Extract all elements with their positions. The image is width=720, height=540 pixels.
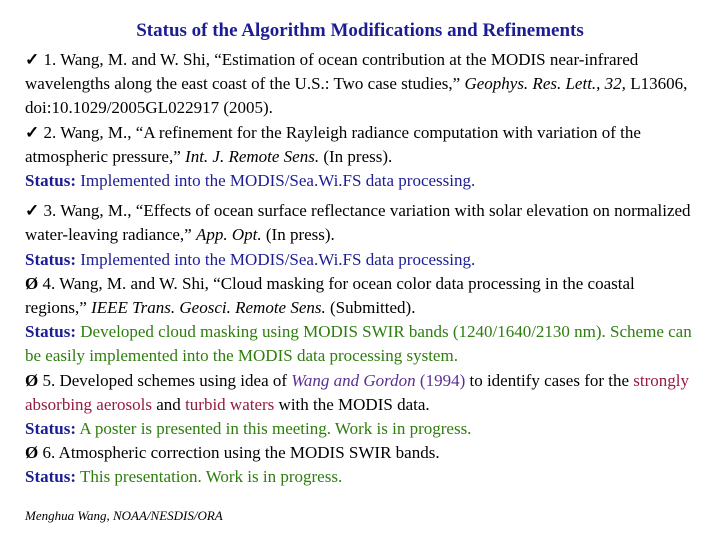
item-2-journal: Int. J. Remote Sens. bbox=[185, 146, 320, 166]
item-5 bbox=[25, 369, 700, 417]
item-4-text: 4. Wang, M. and W. Shi, “Cloud masking for ocean color data processing in the coastal regions,” bbox=[25, 273, 635, 318]
item-5-status bbox=[25, 417, 700, 441]
checkmark-icon: ✓ bbox=[25, 201, 40, 221]
item-5-text-2: to identify cases for the bbox=[465, 370, 634, 390]
checkmark-icon: ✓ bbox=[25, 50, 40, 69]
status-label: Status: bbox=[25, 171, 77, 191]
item-4 bbox=[25, 272, 700, 320]
item-5-text-4: with the MODIS data. bbox=[274, 394, 430, 414]
arrow-bullet-icon: Ø bbox=[25, 443, 39, 463]
item-2-status bbox=[25, 169, 700, 193]
item-3-journal: App. Opt. bbox=[195, 225, 262, 245]
status-text: Implemented into the MODIS/Sea.Wi.FS data processing. bbox=[76, 171, 476, 191]
item-3-citation: (In press). bbox=[261, 225, 335, 245]
item-5-text: 5. Developed schemes using idea of bbox=[38, 370, 292, 390]
status-label: Status: bbox=[25, 467, 77, 487]
item-4-status bbox=[25, 320, 700, 368]
item-1-text: 1. Wang, M. and W. Shi, “Estimation of ocean contribution at the MODIS near-infrared wavelengths along the east coast of the U.S.: Two case studies,” bbox=[25, 50, 639, 94]
footer-author: Menghua Wang, NOAA/NESDIS/ORA bbox=[25, 508, 223, 523]
item-4-journal: IEEE Trans. Geosci. Remote Sens. bbox=[91, 298, 326, 318]
arrow-bullet-icon: Ø bbox=[25, 370, 39, 390]
item-4-citation: (Submitted). bbox=[325, 298, 416, 318]
item-6 bbox=[25, 441, 700, 465]
item-6-status bbox=[25, 465, 700, 489]
item-3-status bbox=[25, 248, 700, 272]
reference-year: (1994) bbox=[415, 370, 466, 390]
item-2-citation: (In press). bbox=[319, 146, 393, 166]
status-label: Status: bbox=[25, 419, 77, 439]
item-3-text: 3. Wang, M., “Effects of ocean surface reflectance variation with solar elevation on normalized water-leaving radiance,” bbox=[25, 201, 691, 245]
item-3 bbox=[25, 199, 700, 247]
item-1-citation: L13606, doi:10.1029/2005GL022917 (2005). bbox=[25, 74, 688, 118]
content-body bbox=[25, 48, 700, 490]
status-label: Status: bbox=[25, 249, 77, 269]
status-text: Implemented into the MODIS/Sea.Wi.FS data processing. bbox=[76, 249, 476, 269]
item-1 bbox=[25, 48, 700, 121]
highlight-aerosols: strongly absorbing aerosols bbox=[25, 370, 690, 414]
status-text: This presentation. Work is in progress. bbox=[76, 467, 343, 487]
reference-authors: Wang and Gordon bbox=[291, 370, 416, 390]
item-2-text: 2. Wang, M., “A refinement for the Rayleigh radiance computation with variation of the atmospheric pressure,” bbox=[25, 122, 641, 166]
item-6-text: 6. Atmospheric correction using the MODIS SWIR bands. bbox=[38, 443, 440, 463]
item-1-journal: Geophys. Res. Lett., 32, bbox=[464, 74, 626, 94]
item-5-text-3: and bbox=[152, 394, 186, 414]
status-label: Status: bbox=[25, 322, 77, 342]
checkmark-icon: ✓ bbox=[25, 122, 40, 142]
arrow-bullet-icon: Ø bbox=[25, 273, 39, 293]
status-text: A poster is presented in this meeting. Work is in progress. bbox=[76, 419, 472, 439]
status-text: Developed cloud masking using MODIS SWIR bands (1240/1640/2130 nm). Scheme can be easily implemented into the MODIS data processing system. bbox=[25, 322, 692, 366]
page-title: Status of the Algorithm Modifications and Refinements bbox=[136, 20, 584, 41]
item-2 bbox=[25, 121, 700, 169]
highlight-turbid-waters: turbid waters bbox=[185, 394, 275, 414]
